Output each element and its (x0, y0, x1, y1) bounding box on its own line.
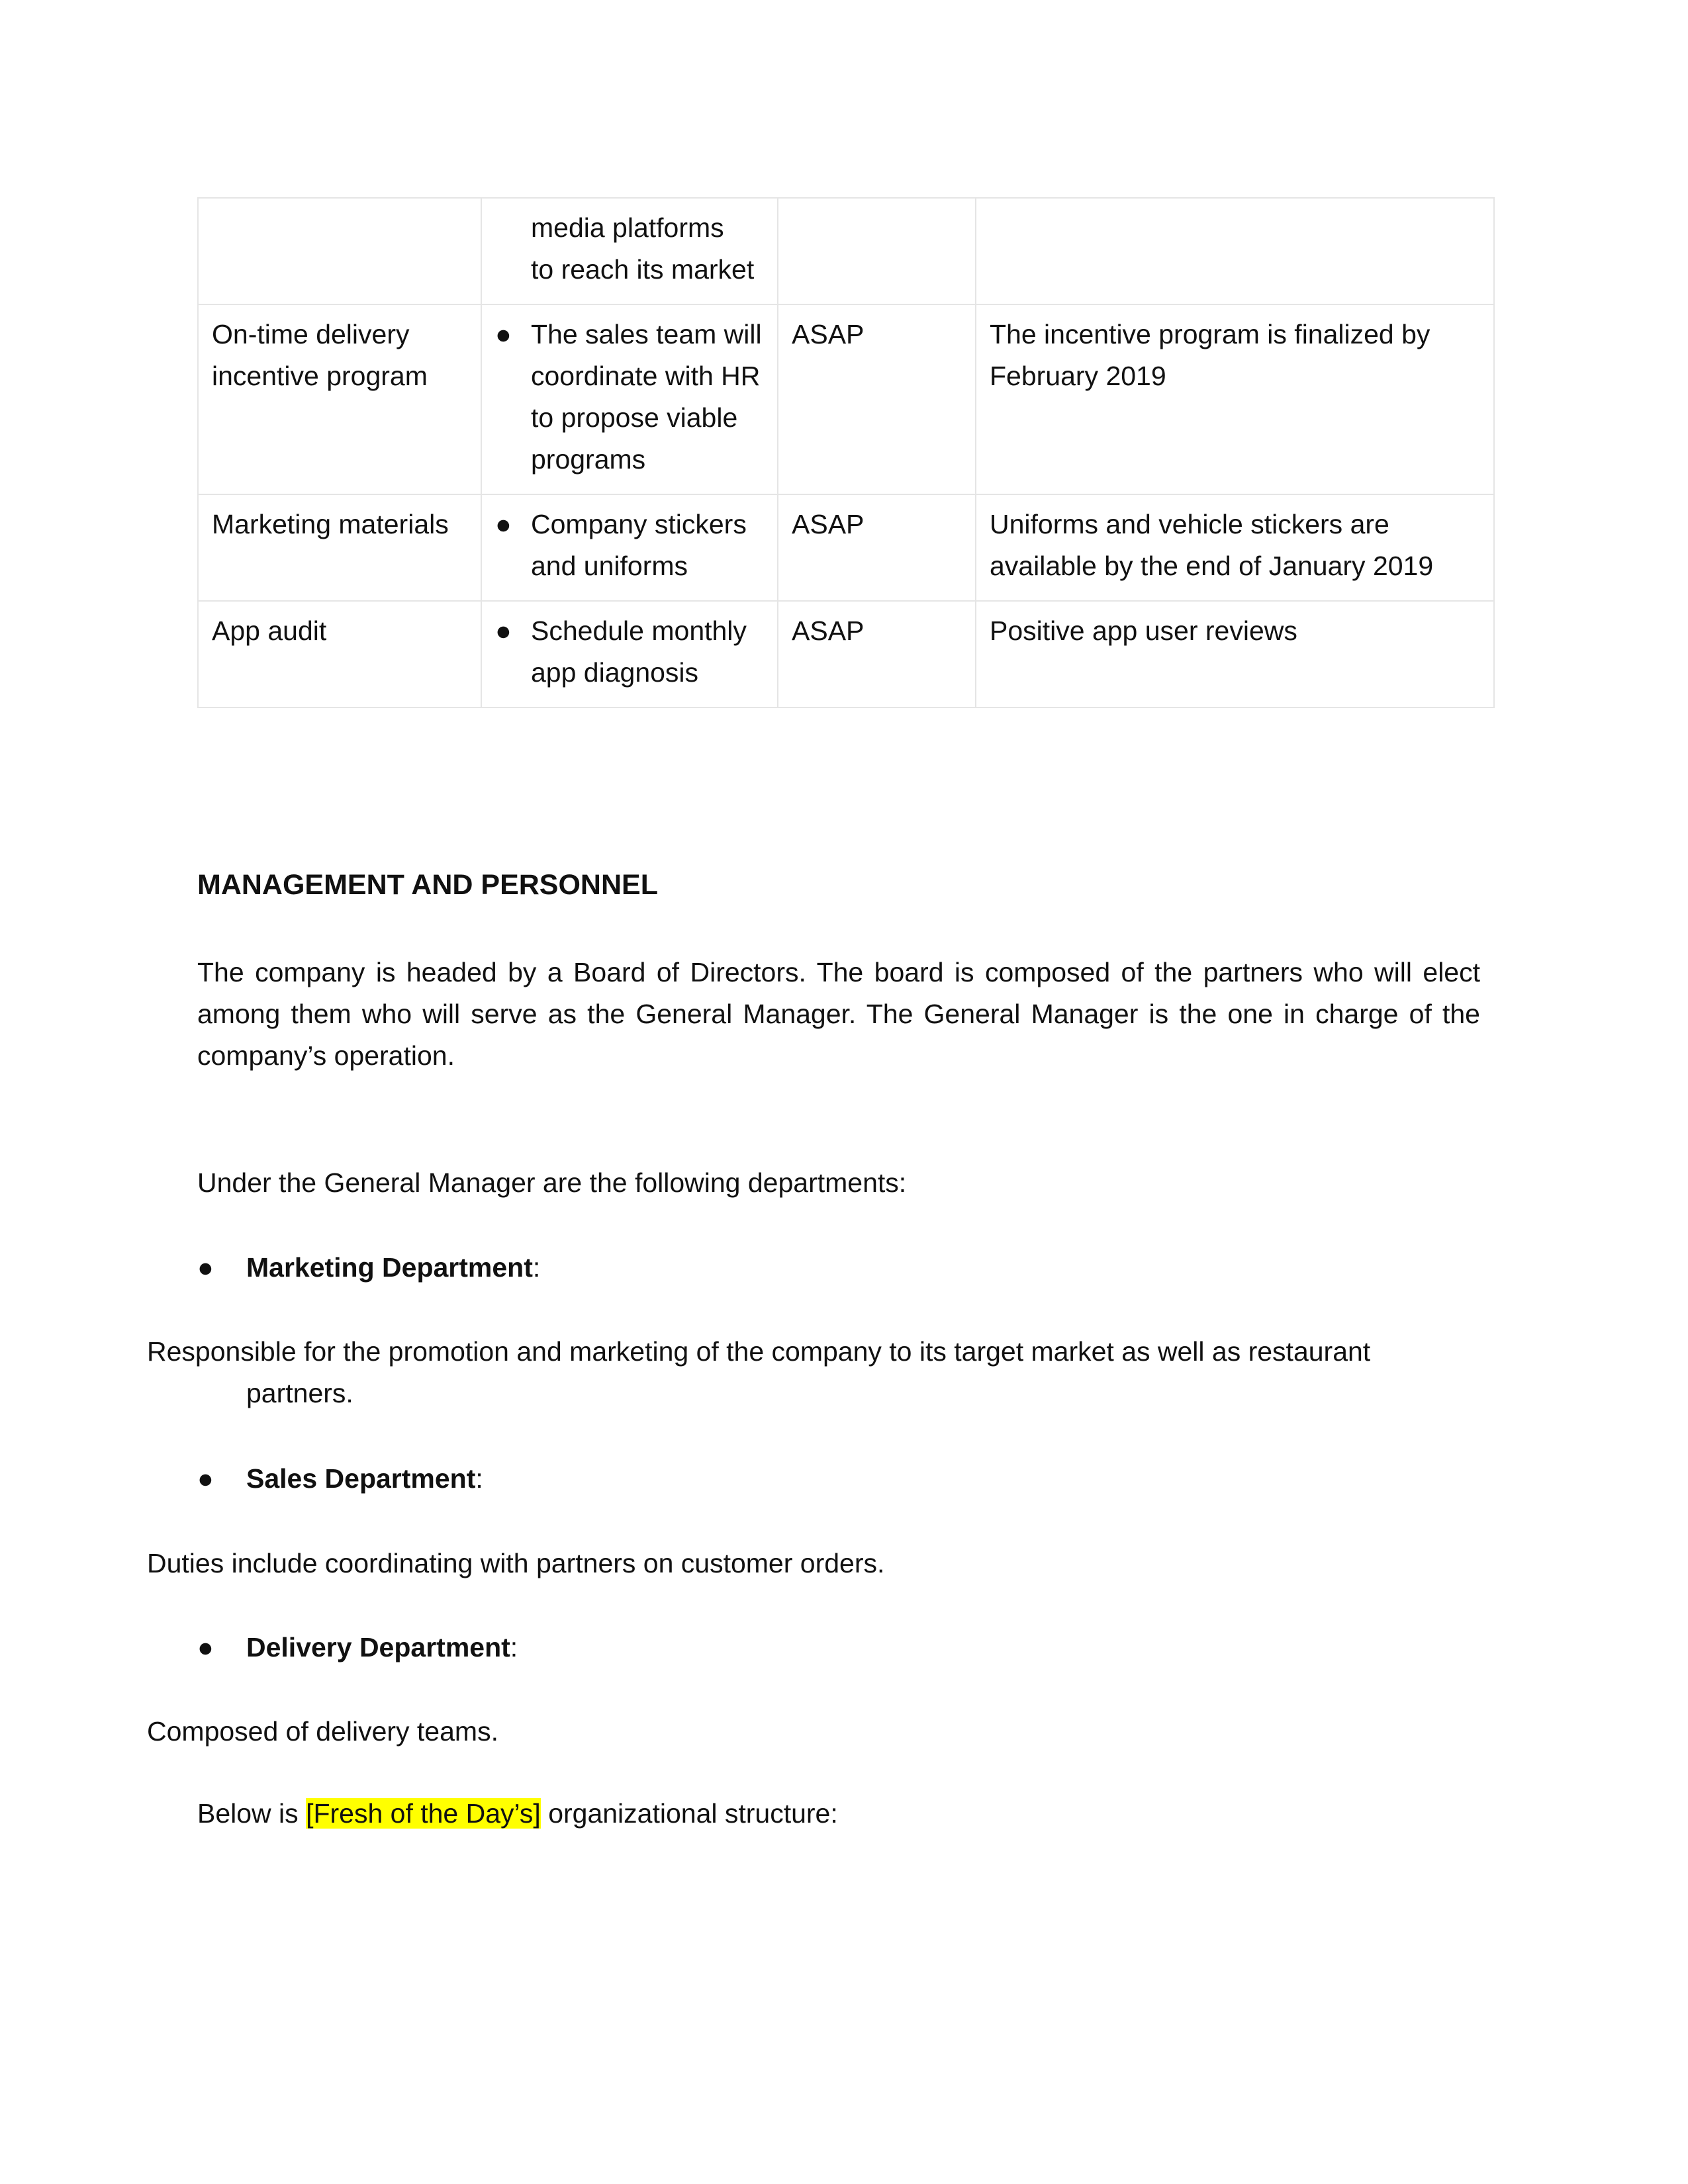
strategy-text: The sales team will coordinate with HR to propose viable programs (531, 319, 762, 475)
department-desc-line: Responsible for the promotion and marketing of the company to its target market as well as restaurant (147, 1336, 1371, 1367)
bullet-icon: ● (197, 1252, 214, 1283)
activity-cell: Marketing materials (198, 494, 481, 601)
department-desc-continuation: partners. (246, 1378, 353, 1408)
department-description-delivery: Composed of delivery teams. (147, 1716, 498, 1747)
timeline-cell: ASAP (778, 601, 976, 707)
activity-cell: App audit (198, 601, 481, 707)
department-suffix: : (475, 1463, 483, 1494)
org-intro-prefix: Below is (197, 1798, 306, 1829)
org-intro-suffix: organizational structure: (540, 1798, 838, 1829)
table-row (198, 304, 1494, 494)
timeline-cell (778, 198, 976, 304)
department-item-marketing (197, 1247, 540, 1289)
department-item-delivery (197, 1627, 518, 1668)
outcome-cell: Uniforms and vehicle stickers are available by the end of January 2019 (976, 494, 1494, 601)
intro-paragraph: The company is headed by a Board of Directors. The board is composed of the partners who will elect among them who will serve as the General Manager. The General Manager is the one in charge of the company’s operation. (197, 957, 1480, 1071)
section-heading: MANAGEMENT AND PERSONNEL (197, 869, 658, 901)
action-plan-table (197, 197, 1495, 708)
bullet-icon: ● (197, 1632, 214, 1662)
bullet-icon: ● (495, 319, 512, 349)
timeline-cell: ASAP (778, 494, 976, 601)
outcome-cell: Positive app user reviews (976, 601, 1494, 707)
activity-cell: On-time delivery incentive program (198, 304, 481, 494)
department-suffix: : (510, 1632, 518, 1662)
table-row (198, 601, 1494, 707)
strategy-cell (481, 494, 778, 601)
department-name: Marketing Department (246, 1252, 533, 1283)
activity-cell (198, 198, 481, 304)
strategy-line: to reach its market (531, 254, 755, 285)
strategy-cell (481, 304, 778, 494)
strategy-line: media platforms (531, 212, 724, 243)
strategy-text: Schedule monthly app diagnosis (531, 615, 747, 688)
strategy-cell (481, 601, 778, 707)
timeline-cell: ASAP (778, 304, 976, 494)
department-name: Delivery Department (246, 1632, 510, 1662)
table-row (198, 494, 1494, 601)
org-structure-intro (197, 1793, 838, 1835)
table-row (198, 198, 1494, 304)
bullet-icon: ● (495, 509, 512, 539)
strategy-text: Company stickers and uniforms (531, 509, 747, 581)
departments-intro: Under the General Manager are the following departments: (197, 1167, 907, 1198)
company-name-placeholder: [Fresh of the Day’s] (306, 1798, 541, 1829)
department-item-sales (197, 1458, 483, 1500)
outcome-cell (976, 198, 1494, 304)
department-description-sales: Duties include coordinating with partners on customer orders. (147, 1548, 885, 1578)
bullet-icon: ● (197, 1463, 214, 1494)
strategy-cell (481, 198, 778, 304)
bullet-icon: ● (495, 615, 512, 646)
department-name: Sales Department (246, 1463, 476, 1494)
department-suffix: : (532, 1252, 541, 1283)
outcome-cell: The incentive program is finalized by February 2019 (976, 304, 1494, 494)
department-description-marketing (147, 1331, 1480, 1414)
